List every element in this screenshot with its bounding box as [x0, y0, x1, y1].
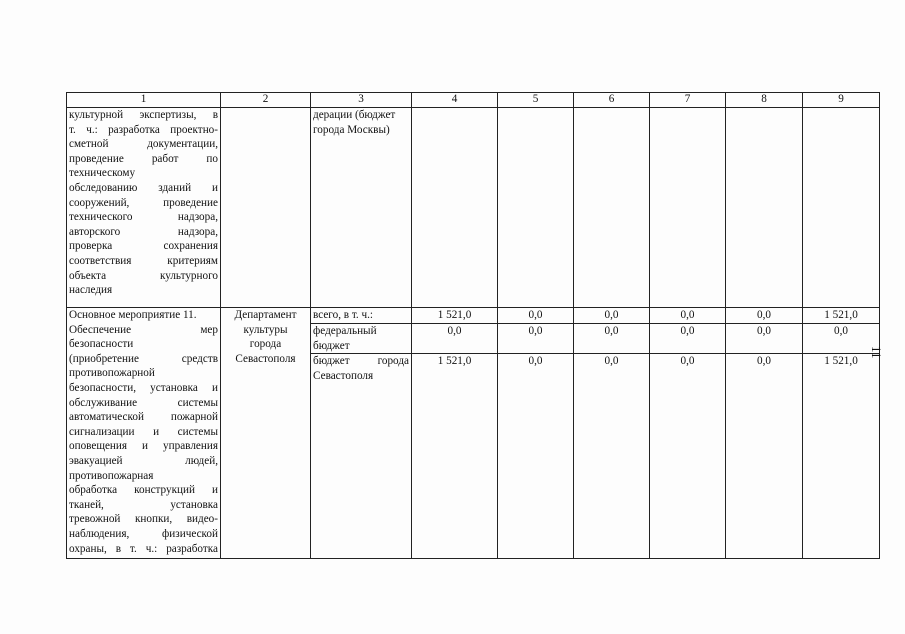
text-line: тревожной кнопки, видео- [69, 513, 218, 526]
text-line: Севастополя [235, 352, 296, 365]
continuation-row [67, 108, 880, 308]
value-cell: 0,0 [726, 308, 803, 324]
text-line: автоматической пожарной [69, 411, 218, 424]
text-line: безопасности [69, 338, 134, 351]
value-cell: 1 521,0 [412, 308, 498, 324]
empty-cell [650, 108, 726, 308]
text-line: противопожарная [69, 469, 154, 482]
empty-cell [726, 108, 803, 308]
text-line: всего, в т. ч.: [313, 309, 374, 321]
value-cell: 1 521,0 [803, 308, 880, 324]
column-header: 8 [726, 93, 803, 108]
text-line: т. ч.: разработка проектно- [69, 123, 218, 136]
value-cell: 0,0 [803, 324, 880, 354]
column-header: 3 [311, 93, 412, 108]
text-line: Департамент [234, 309, 297, 321]
empty-cell [412, 108, 498, 308]
value-cell: 0,0 [498, 324, 574, 354]
activity-description [67, 308, 221, 559]
continuation-source [311, 108, 412, 308]
value-cell: 0,0 [498, 308, 574, 324]
column-number-row [67, 93, 880, 108]
value-cell: 0,0 [574, 354, 650, 559]
column-header: 6 [574, 93, 650, 108]
empty-cell [498, 108, 574, 308]
value-cell: 0,0 [726, 324, 803, 354]
empty-cell [803, 108, 880, 308]
value-cell: 0,0 [498, 354, 574, 559]
text-line: наследия [69, 284, 113, 297]
text-line: безопасности, установка и [69, 381, 218, 394]
budget-table [66, 92, 880, 559]
text-line: объекта культурного [69, 269, 218, 282]
value-cell: 0,0 [650, 324, 726, 354]
value-cell: 0,0 [574, 308, 650, 324]
continuation-executor [221, 108, 311, 308]
text-line: культуры [243, 323, 288, 336]
text-line: техническому [69, 167, 136, 180]
value-cell: 0,0 [650, 354, 726, 559]
text-line: проведение работ по [69, 152, 218, 165]
value-cell: 0,0 [726, 354, 803, 559]
value-cell: 0,0 [412, 324, 498, 354]
value-cell: 0,0 [650, 308, 726, 324]
text-line: проверка сохранения [69, 240, 218, 253]
column-header: 4 [412, 93, 498, 108]
page-number: 11 [869, 346, 884, 359]
text-line: федеральный [313, 325, 377, 337]
text-line: культурной экспертизы, в [69, 109, 218, 121]
funding-source [311, 354, 412, 559]
value-cell: 0,0 [574, 324, 650, 354]
value-cell: 1 521,0 [803, 354, 880, 559]
funding-source [311, 308, 412, 324]
text-line: обслуживание системы [69, 396, 218, 409]
column-header: 7 [650, 93, 726, 108]
activity-title: Основное мероприятие 11. [69, 309, 197, 321]
text-line: сигнализации и системы [69, 425, 218, 438]
text-line: тканей, установка [69, 498, 218, 511]
text-line: охраны, в т. ч.: разработка [69, 542, 218, 555]
text-line: Обеспечение мер [69, 323, 218, 336]
text-line: бюджет города [313, 355, 409, 368]
column-header: 2 [221, 93, 311, 108]
text-line: дерации (бюджет [313, 109, 396, 121]
text-line: технического надзора, [69, 211, 218, 224]
text-line: соответствия критериям [69, 254, 218, 267]
text-line: города [249, 338, 282, 351]
text-line: противопожарной [69, 367, 155, 380]
text-line: оповещения и управления [69, 440, 218, 453]
value-cell: 1 521,0 [412, 354, 498, 559]
column-header: 5 [498, 93, 574, 108]
text-line: обследованию зданий и [69, 181, 218, 194]
continuation-description [67, 108, 221, 308]
text-line: обработка конструкций и [69, 484, 218, 497]
empty-cell [574, 108, 650, 308]
text-line: Севастополя [313, 369, 374, 382]
text-line: (приобретение средств [69, 352, 218, 365]
text-line: бюджет [313, 339, 350, 352]
text-line: города Москвы) [313, 123, 390, 136]
column-header: 9 [803, 93, 880, 108]
text-line: сметной документации, [69, 138, 218, 151]
text-line: авторского надзора, [69, 225, 218, 238]
activity-executor [221, 308, 311, 559]
funding-row-total [67, 308, 880, 324]
text-line: сооружений, проведение [69, 196, 218, 209]
text-line: наблюдения, физической [69, 527, 218, 540]
funding-source [311, 324, 412, 354]
text-line: эвакуацией людей, [69, 454, 218, 467]
column-header: 1 [67, 93, 221, 108]
